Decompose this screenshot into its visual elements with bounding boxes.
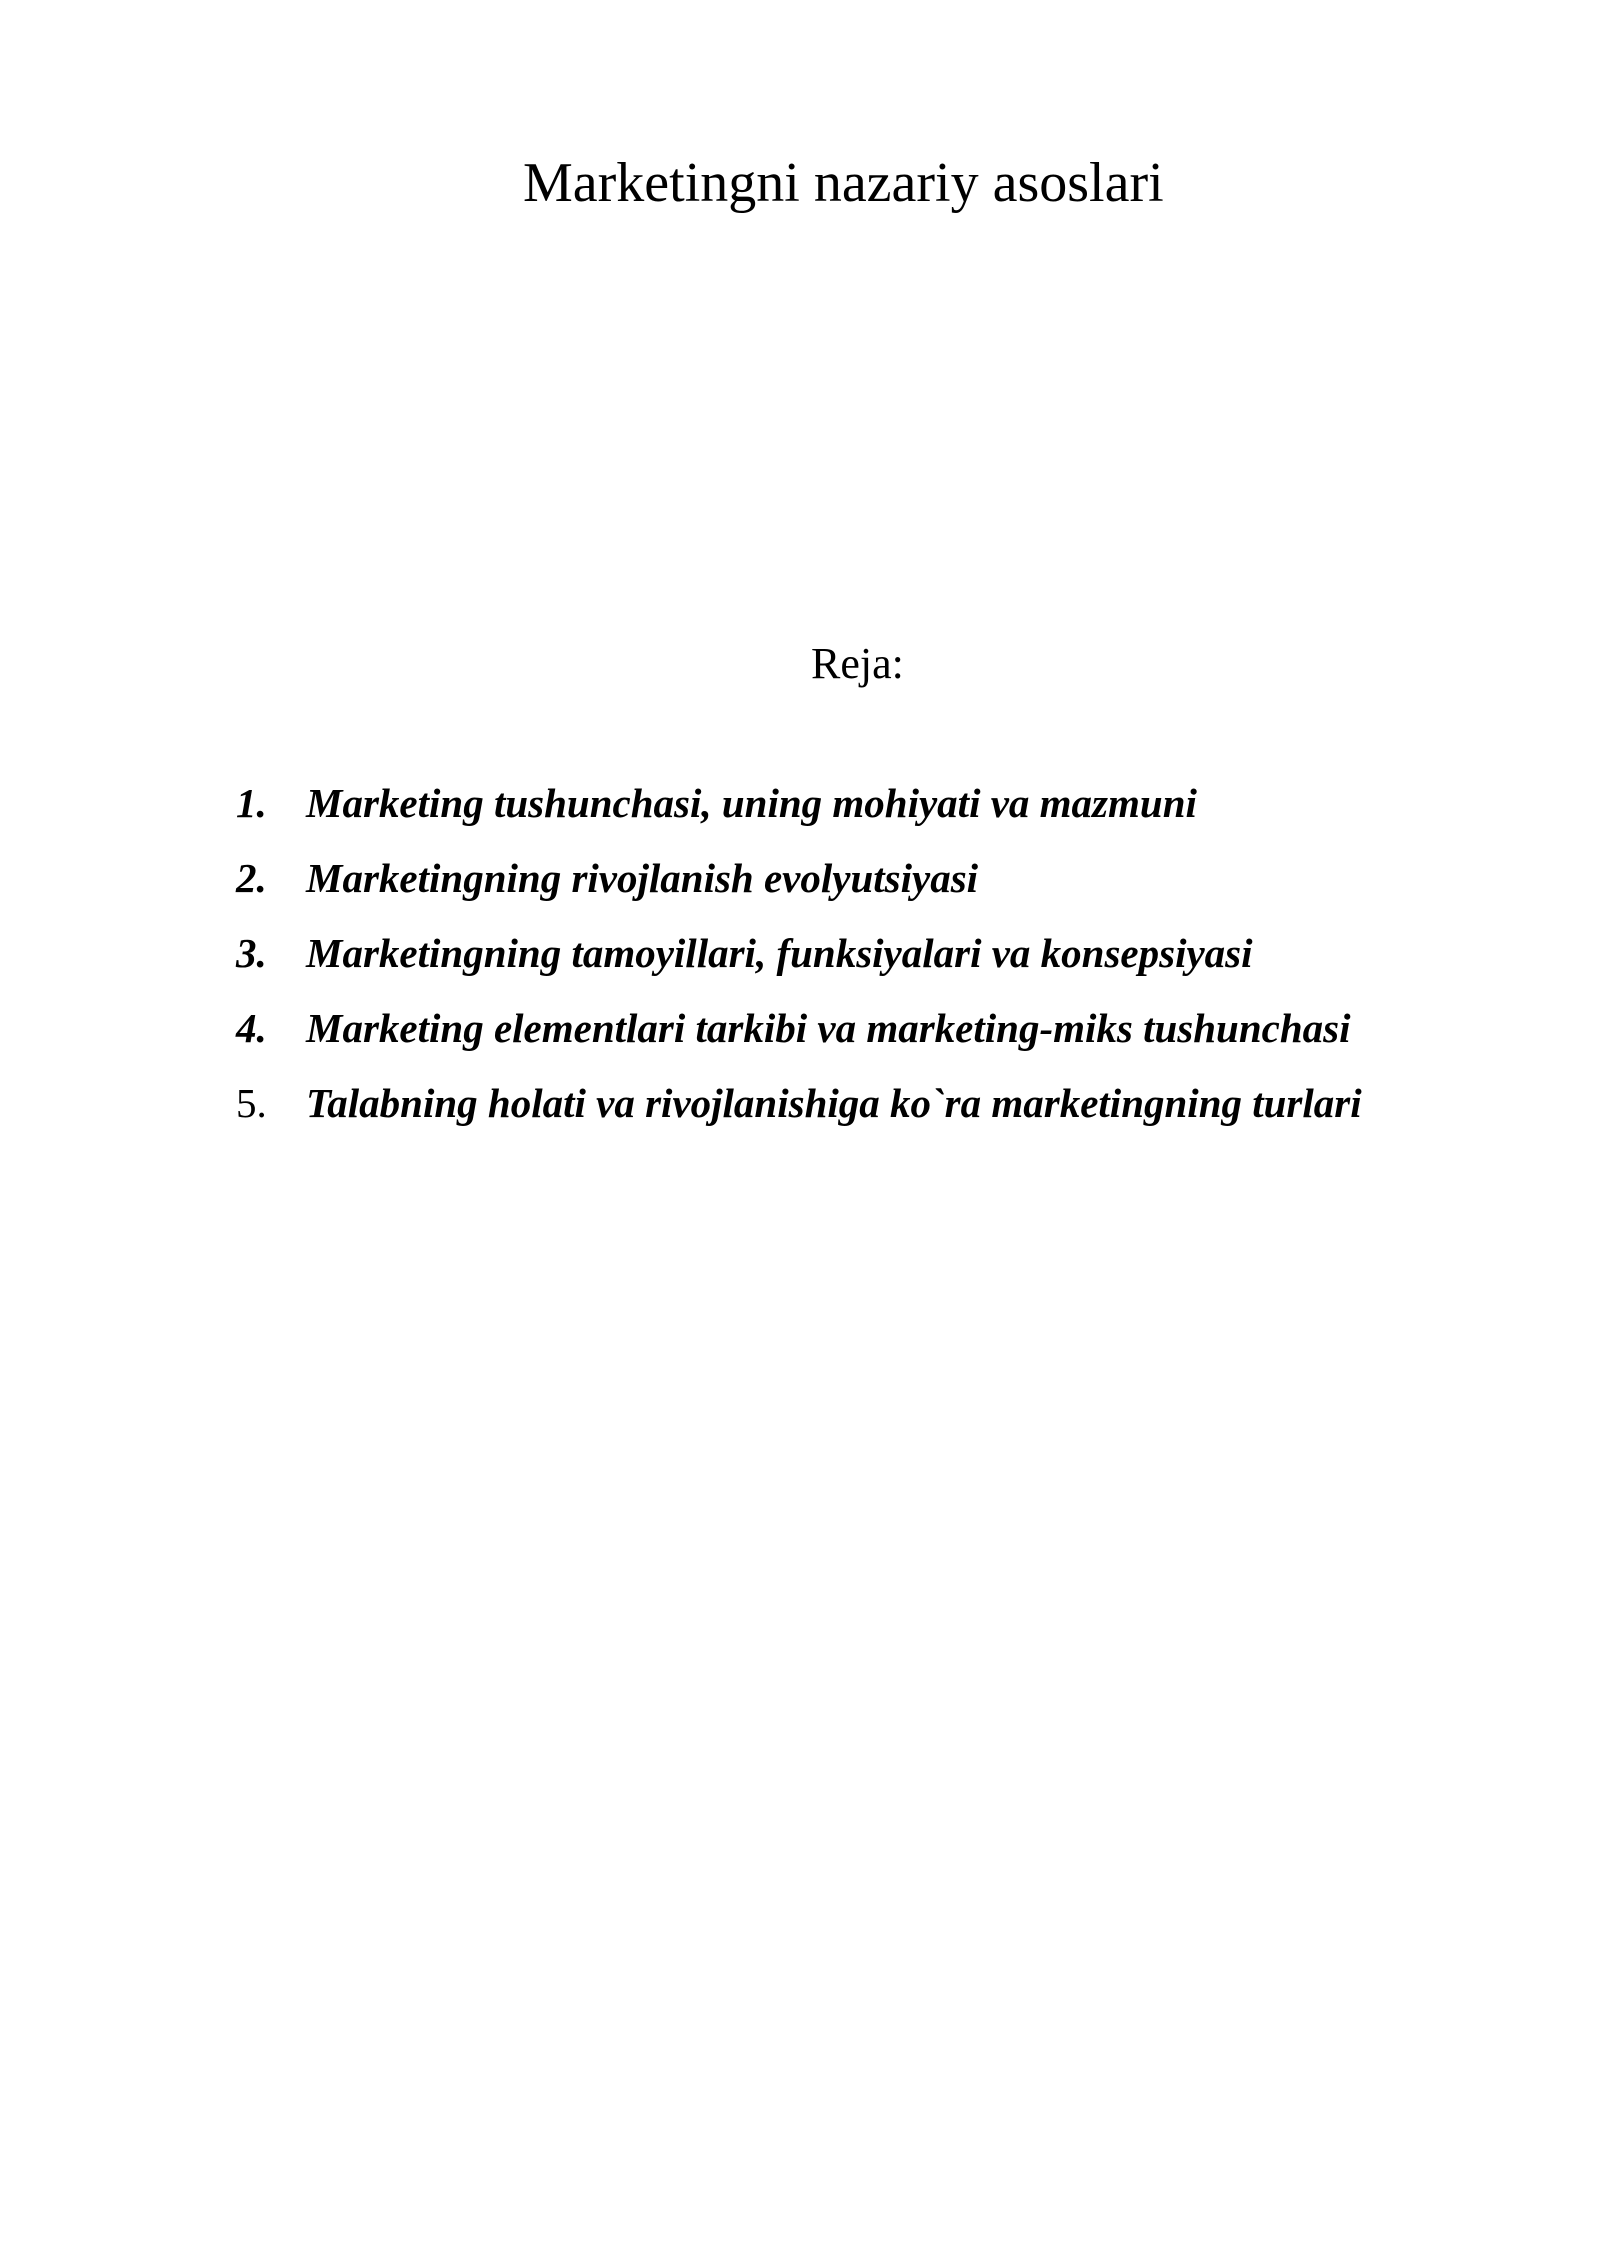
plan-item-number: 5.	[236, 1080, 267, 1126]
plan-item-number: 4.	[236, 1005, 267, 1051]
plan-item-text: Marketingning rivojlanish evolyutsiyasi	[306, 855, 979, 901]
plan-item-number: 3.	[236, 930, 267, 976]
plan-heading: Reja:	[811, 639, 904, 688]
plan-item-text: Marketingning tamoyillari, funksiyalari va konsepsiyasi	[306, 930, 1253, 976]
plan-item-text: Marketing tushunchasi, uning mohiyati va mazmuni	[306, 780, 1197, 826]
plan-item-text: Talabning holati va rivojlanishiga ko`ra marketingning turlari	[306, 1080, 1362, 1126]
plan-item-number: 1.	[236, 780, 267, 826]
document-title-text: Marketingni nazariy asoslari	[523, 152, 1164, 214]
plan-item-text: Marketing elementlari tarkibi va marketing-miks tushunchasi	[306, 1005, 1351, 1051]
plan-item-number: 2.	[236, 855, 267, 901]
